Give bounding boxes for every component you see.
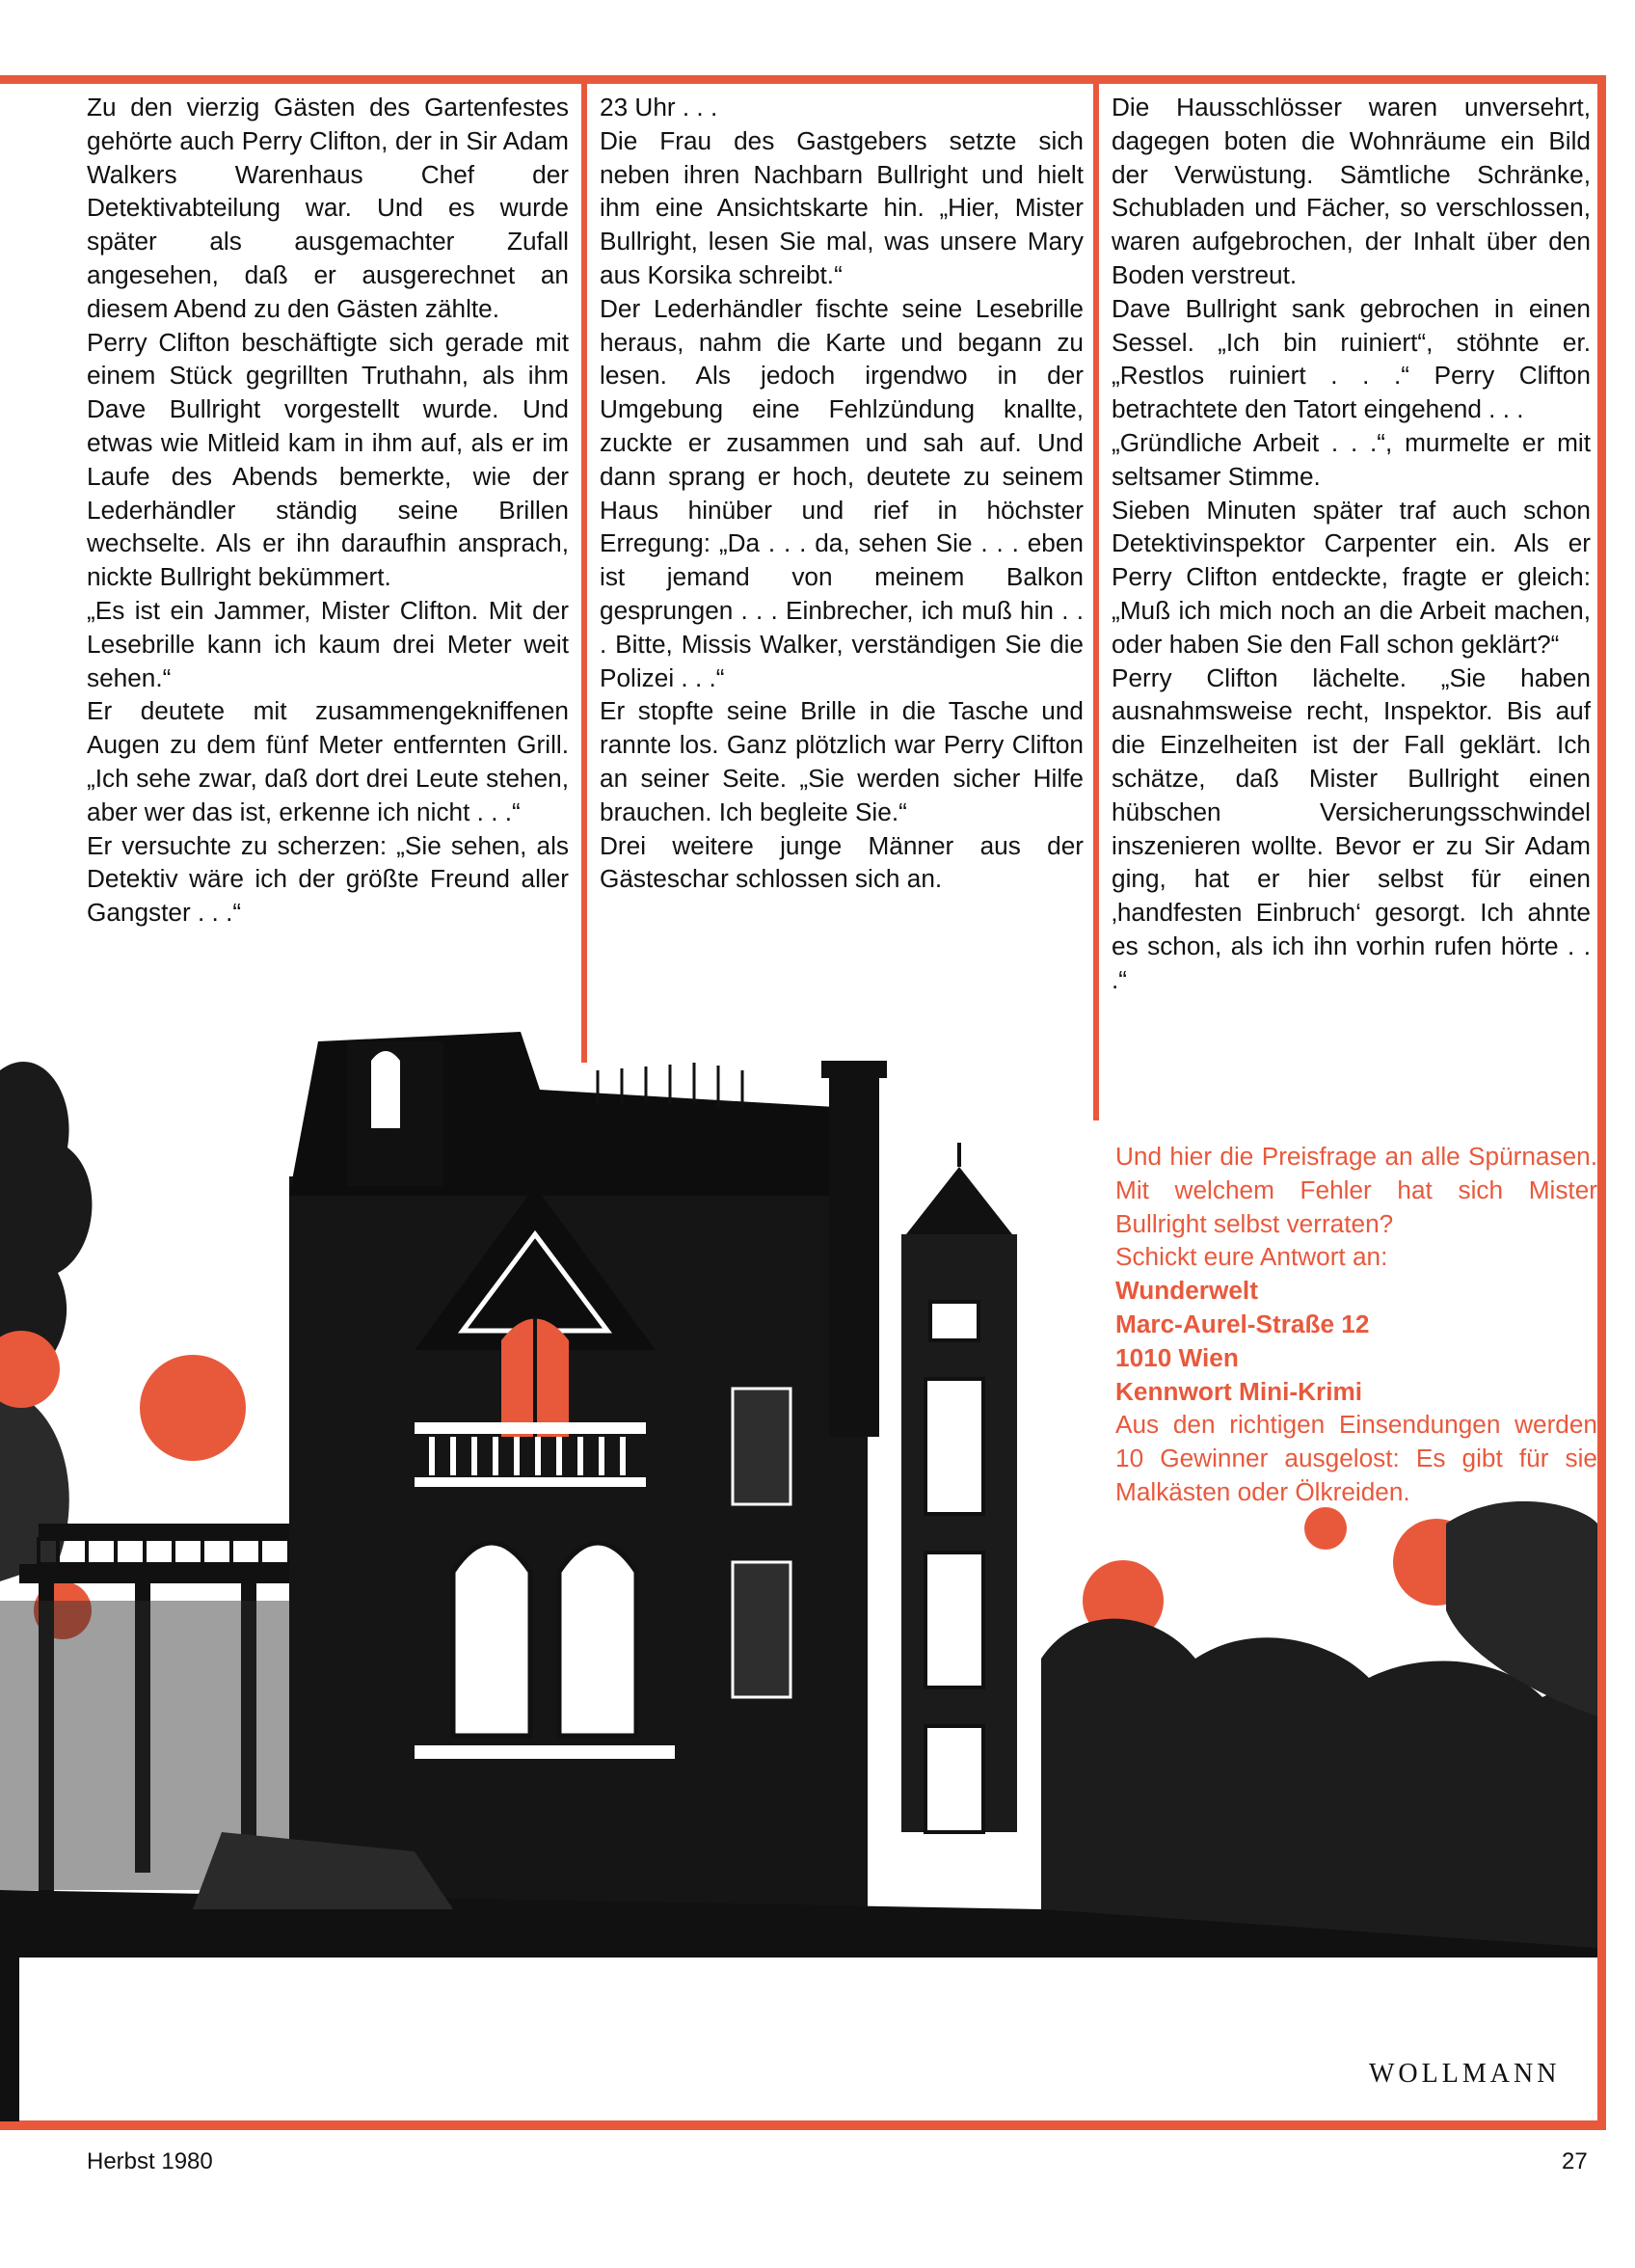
paragraph: Dave Bullright sank gebrochen in einen Sessel. „Ich bin ruiniert“, stöhnte er. „Restlos ruiniert . . .“ Perry Clifton betrachtete den Tatort eingehend . . . — [1112, 293, 1591, 424]
text-column-1 — [87, 91, 569, 930]
address-line: Kennwort Mini-Krimi — [1115, 1376, 1363, 1406]
paragraph: Die Frau des Gastgebers setzte sich neben ihren Nachbarn Bullright und hielt ihm eine Ansichtskarte hin. „Hier, Mister Bullright, lesen Sie mal, was unsere Mary aus Korsika schreibt.“ — [600, 125, 1084, 289]
prize-draw-text: Aus den richtigen Einsendungen werden 10 Gewinner ausgelost: Es gibt für sie Malkästen oder Ölkreiden. — [1115, 1410, 1597, 1506]
paragraph: Er versuchte zu scherzen: „Sie sehen, als Detektiv wäre ich der größte Freund aller Gangster . . .“ — [87, 830, 569, 928]
artist-signature: WOLLMANN — [1369, 2059, 1561, 2089]
address-line: Wunderwelt — [1115, 1276, 1258, 1306]
paragraph: Perry Clifton lächelte. „Sie haben ausnahmsweise recht, Inspektor. Bis auf die Einzelheiten ist der Fall geklärt. Ich schätze, daß Mister Bullright einen hübschen Versicherungsschwindel inszenieren wollte. Bevor er zu Sir Adam ging, hat er hier selbst für einen ‚handfesten Einbruch‘ gesorgt. Ich ahnte es schon, als ich ihn vorhin rufen hörte . . .“ — [1112, 662, 1591, 994]
paragraph: Er deutete mit zusammengekniffenen Augen zu dem fünf Meter entfernten Grill. „Ich sehe zwar, daß dort drei Leute stehen, aber wer das ist, erkenne ich nicht . . .“ — [87, 696, 569, 826]
column-divider-left — [581, 84, 587, 1063]
prize-question-box — [1115, 1140, 1597, 1509]
frame-right-border — [1597, 75, 1606, 2129]
paragraph: Drei weitere junge Männer aus der Gästeschar schlossen sich an. — [600, 830, 1084, 894]
paragraph: 23 Uhr . . . — [600, 93, 718, 122]
footer-issue: Herbst 1980 — [87, 2148, 213, 2174]
paragraph: „Gründliche Arbeit . . .“, murmelte er mit seltsamer Stimme. — [1112, 427, 1591, 491]
column-divider-right — [1093, 84, 1099, 1120]
address-line: 1010 Wien — [1115, 1342, 1239, 1372]
paragraph: Zu den vierzig Gästen des Gartenfestes gehörte auch Perry Clifton, der in Sir Adam Walkers Warenhaus Chef der Detektivabteilung war. Und es wurde später als ausgemachter Zufall angesehen, daß er ausgerechnet an diesem Abend zu den Gästen zählte. — [87, 93, 569, 323]
paragraph: Perry Clifton beschäftigte sich gerade mit einem Stück gegrillten Truthahn, als ihm Dave Bullright vorgestellt wurde. Und etwas wie Mitleid kam in ihm auf, als er im Laufe des Abends bemerkte, wie der Lederhändler ständig seine Brillen wechselte. Als er ihn daraufhin ansprach, nickte Bullright bekümmert. — [87, 327, 569, 592]
prize-send-to: Schickt eure Antwort an: — [1115, 1242, 1388, 1272]
paragraph: „Es ist ein Jammer, Mister Clifton. Mit der Lesebrille kann ich kaum drei Meter weit sehen.“ — [87, 595, 569, 692]
paragraph: Die Hausschlösser waren unversehrt, dagegen boten die Wohnräume ein Bild der Verwüstung. Sämtliche Schränke, Schubladen und Fächer, so verschlossen, waren aufgebrochen, der Inhalt über den Boden verstreut. — [1112, 93, 1591, 289]
text-column-3 — [1112, 91, 1591, 997]
text-column-2 — [600, 91, 1084, 896]
address-line: Marc-Aurel-Straße 12 — [1115, 1309, 1370, 1338]
frame-bottom-border — [0, 2120, 1606, 2130]
page-number: 27 — [1562, 2148, 1588, 2174]
paragraph: Der Lederhändler fischte seine Lesebrille heraus, nahm die Karte und begann zu lesen. Als jedoch irgendwo in der Umgebung eine Fehlzündung knallte, zuckte er zusammen und sah auf. Und dann sprang er hoch, deutete zu seinem Haus hinüber und rief in höchster Erregung: „Da . . . da, sehen Sie . . . eben ist jemand von meinem Balkon gesprungen . . . Einbrecher, ich muß hin . . . Bitte, Missis Walker, verständigen Sie die Polizei . . .“ — [600, 293, 1084, 692]
frame-top-border — [0, 75, 1606, 84]
paragraph: Er stopfte seine Brille in die Tasche und rannte los. Ganz plötzlich war Perry Clifton an seiner Seite. „Sie werden sicher Hilfe brauchen. Ich begleite Sie.“ — [600, 696, 1084, 826]
prize-question: Und hier die Preisfrage an alle Spürnasen. Mit welchem Fehler hat sich Mister Bullright selbst verraten? — [1115, 1142, 1597, 1238]
paragraph: Sieben Minuten später traf auch schon Detektivinspektor Carpenter ein. Als er Perry Clifton entdeckte, fragte er gleich: „Muß ich mich noch an die Arbeit machen, oder haben Sie den Fall schon geklärt?“ — [1112, 495, 1591, 659]
